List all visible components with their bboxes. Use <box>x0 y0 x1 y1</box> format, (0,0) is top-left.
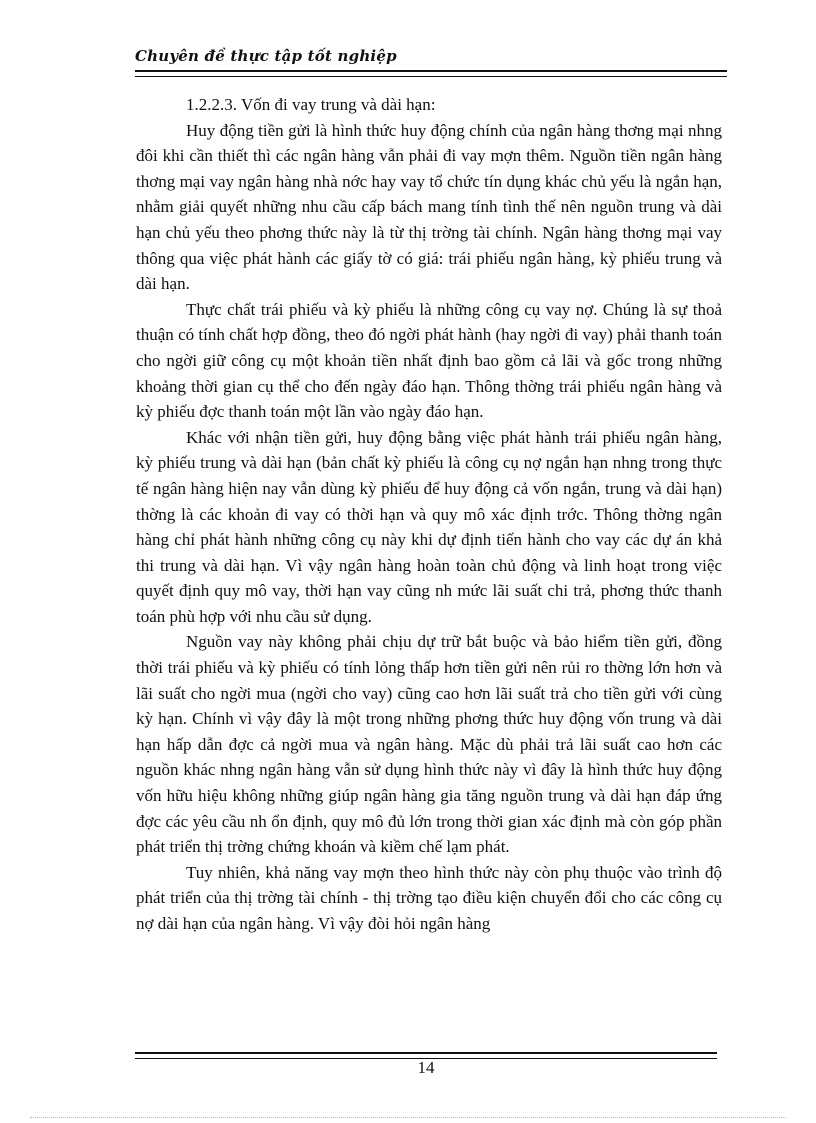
paragraph: Nguồn vay này không phải chịu dự trữ bắt buộc và bảo hiểm tiền gửi, đồng thời trái phiếu và kỳ phiếu có tính lỏng thấp hơn tiền gửi nên rủi ro thờng lớn hơn và lãi suất cho ngời mua (ngời cho vay) cũng cao hơn lãi suất trả cho tiền gửi với cùng kỳ hạn. Chính vì vậy đây là một trong những phơng thức huy động vốn trung và dài hạn hấp dẫn đợc cả ngời mua và ngân hàng. Mặc dù phải trả lãi suất cao hơn các nguồn khác nhng ngân hàng vẫn sử dụng hình thức này vì đây là hình thức huy động vốn hữu hiệu không những giúp ngân hàng gia tăng nguồn trung và dài hạn đáp ứng đợc các yêu cầu nh ổn định, quy mô đủ lớn trong thời gian xác định mà còn góp phần phát triển thị trờng chứng khoán và kiềm chế lạm phát. <box>136 632 722 857</box>
paragraph: Thực chất trái phiếu và kỳ phiếu là những công cụ vay nợ. Chúng là sự thoả thuận có tính chất hợp đồng, theo đó ngời phát hành (hay ngời đi vay) phải thanh toán cho ngời giữ công cụ một khoản tiền nhất định bao gồm cả lãi và gốc trong những khoảng thời gian cụ thể cho đến ngày đáo hạn. Thông thờng trái phiếu ngân hàng và kỳ phiếu đợc thanh toán một lần vào ngày đáo hạn. <box>136 299 722 422</box>
body-text <box>136 92 722 937</box>
paragraph: Khác với nhận tiền gửi, huy động bằng việc phát hành trái phiếu ngân hàng, kỳ phiếu trung và dài hạn (bản chất kỳ phiếu là công cụ nợ ngắn hạn nhng trong thực tế ngân hàng hiện nay vẫn dùng kỳ phiếu để huy động cả vốn ngắn, trung và dài hạn) thờng là các khoản đi vay có thời hạn và quy mô xác định trớc. Thông thờng ngân hàng chỉ phát hành những công cụ này khi dự định tiến hành cho vay các dự án khả thi trung và dài hạn. Vì vậy ngân hàng hoàn toàn chủ động và linh hoạt trong việc quyết định quy mô vay, thời hạn vay cũng nh mức lãi suất chi trả, phơng thức thanh toán phù hợp với nhu cầu sử dụng. <box>136 427 722 626</box>
header-rule <box>135 70 727 77</box>
page-edge-divider <box>30 1117 786 1119</box>
section-heading: 1.2.2.3. Vốn đi vay trung và dài hạn: <box>186 95 436 114</box>
header-title: Chuyên đề thực tập tốt nghiệp <box>135 47 397 65</box>
paragraph: Tuy nhiên, khả năng vay mợn theo hình thức này còn phụ thuộc vào trình độ phát triển của thị trờng tài chính - thị trờng tạo điều kiện chuyển đổi cho các công cụ nợ dài hạn của ngân hàng. Vì vậy đòi hỏi ngân hàng <box>136 862 722 933</box>
paragraph: Huy động tiền gửi là hình thức huy động chính của ngân hàng thơng mại nhng đôi khi cần thiết thì các ngân hàng vẫn phải đi vay mợn thêm. Nguồn tiền ngân hàng thơng mại vay ngân hàng nhà nớc hay vay tổ chức tín dụng khác chủ yếu là ngắn hạn, nhằm giải quyết những nhu cầu cấp bách mang tính tình thế nên nguồn trung và dài hạn chủ yếu theo phơng thức này là từ thị trờng tài chính. Ngân hàng thơng mại vay thông qua việc phát hành các giấy tờ có giá: trái phiếu ngân hàng, kỳ phiếu trung và dài hạn. <box>136 120 722 294</box>
page-number: 14 <box>417 1058 435 1077</box>
